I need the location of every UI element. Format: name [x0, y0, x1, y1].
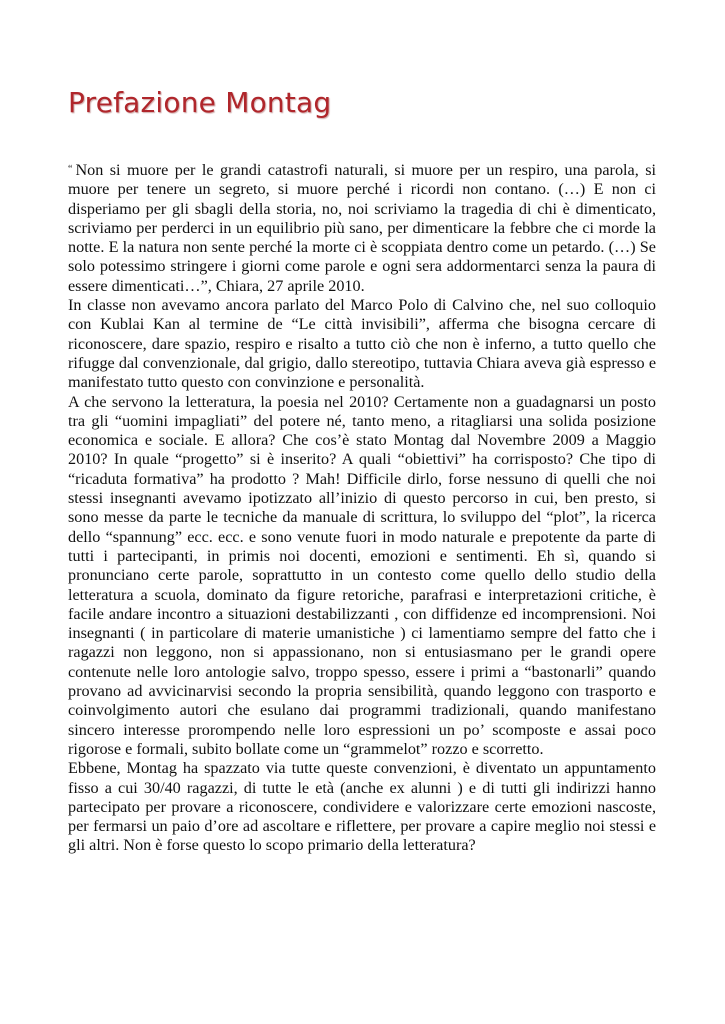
paragraph-literature: A che servono la letteratura, la poesia nel 2010? Certamente non a guadagnarsi un posto tra gli “uomini impagliati” del potere né, tanto meno, a ritagliarsi una solida posizione economica e sociale. E allora? Che cos’è stato Montag dal Novembre 2009 a Maggio 2010? In quale “progetto” si è inserito? A quali “obiettivi” ha corrisposto? Che tipo di “ricaduta formativa” ha prodotto ? Mah! Difficile dirlo, forse nessuno di quelli che noi stessi insegnanti avevamo ipotizzato all’inizio di questo percorso in cui, ben presto, si sono messe da parte le tecniche da manuale di scrittura, lo sviluppo del “plot”, la ricerca dello “spannung” ecc. ecc. e sono venute fuori in modo naturale e prepotente da parte di tutti i partecipanti, in primis noi docenti, emozioni e sentimenti. Eh sì, quando si pronunciano certe parole, soprattutto in un contesto come quello dello studio della letteratura a scuola, dominato da figure retoriche, parafrasi e interpretazioni critiche, è facile andare incontro a situazioni destabilizzanti , con diffidenze ed incomprensioni. Noi insegnanti ( in particolare di materie umanistiche ) ci lamentiamo sempre del fatto che i ragazzi non leggono, non si appassionano, non si entusiasmano per le grandi opere contenute nelle loro antologie salvo, troppo spesso, essere i primi a “bastonarli” quando provano ad avvicinarvisi secondo la propria sensibilità, quando leggono con trasporto e coinvolgimento autori che esulano dai programmi tradizionali, quando manifestano sincero interesse prorompendo nelle loro espressioni un po’ scomposte e assai poco rigorose e formali, subito bollate come un “grammelot” rozzo e scorretto. [68, 392, 656, 758]
paragraph-quote [68, 160, 656, 296]
paragraph-calvino: In classe non avevamo ancora parlato del Marco Polo di Calvino che, nel suo colloquio con Kublai Kan al termine de “Le città invisibili”, afferma che bisogna cercare di riconoscere, dare spazio, respiro e risalto a tutto ciò che non è inferno, a tutto quello che rifugge dal convenzionale, dal grigio, dallo stereotipo, tuttavia Chiara aveva già espresso e manifestato tutto questo con convinzione e personalità. [68, 296, 656, 392]
paragraph-text: Non si muore per le grandi catastrofi naturali, si muore per un respiro, una parola, si muore per tenere un segreto, si muore perché i ricordi non contano. (…) E non ci disperiamo per gli sbagli della storia, no, noi scriviamo la tragedia di chi è dimenticato, scriviamo per perderci in un equilibrio più sano, per dimenticare la febbre che ci morde la notte. E la natura non sente perché la morte ci è scoppiata dentro come un petardo. (…) Se solo potessimo stringere i giorni come parole e ogni sera addormentarci senza la paura di essere dimenticati…”, Chiara, 27 aprile 2010. [68, 161, 656, 295]
document-body [68, 160, 656, 856]
opening-quote-mark: “ [68, 164, 73, 175]
paragraph-montag: Ebbene, Montag ha spazzato via tutte queste convenzioni, è diventato un appuntamento fisso a cui 30/40 ragazzi, di tutte le età (anche ex alunni ) e di tutti gli indirizzi hanno partecipato per provare a riconoscere, condividere e valorizzare certe emozioni nascoste, per fermarsi un paio d’ore ad ascoltare e riflettere, per provare a capire meglio noi stessi e gli altri. Non è forse questo lo scopo primario della letteratura? [68, 759, 656, 855]
page-title: Prefazione Montag [68, 86, 332, 119]
